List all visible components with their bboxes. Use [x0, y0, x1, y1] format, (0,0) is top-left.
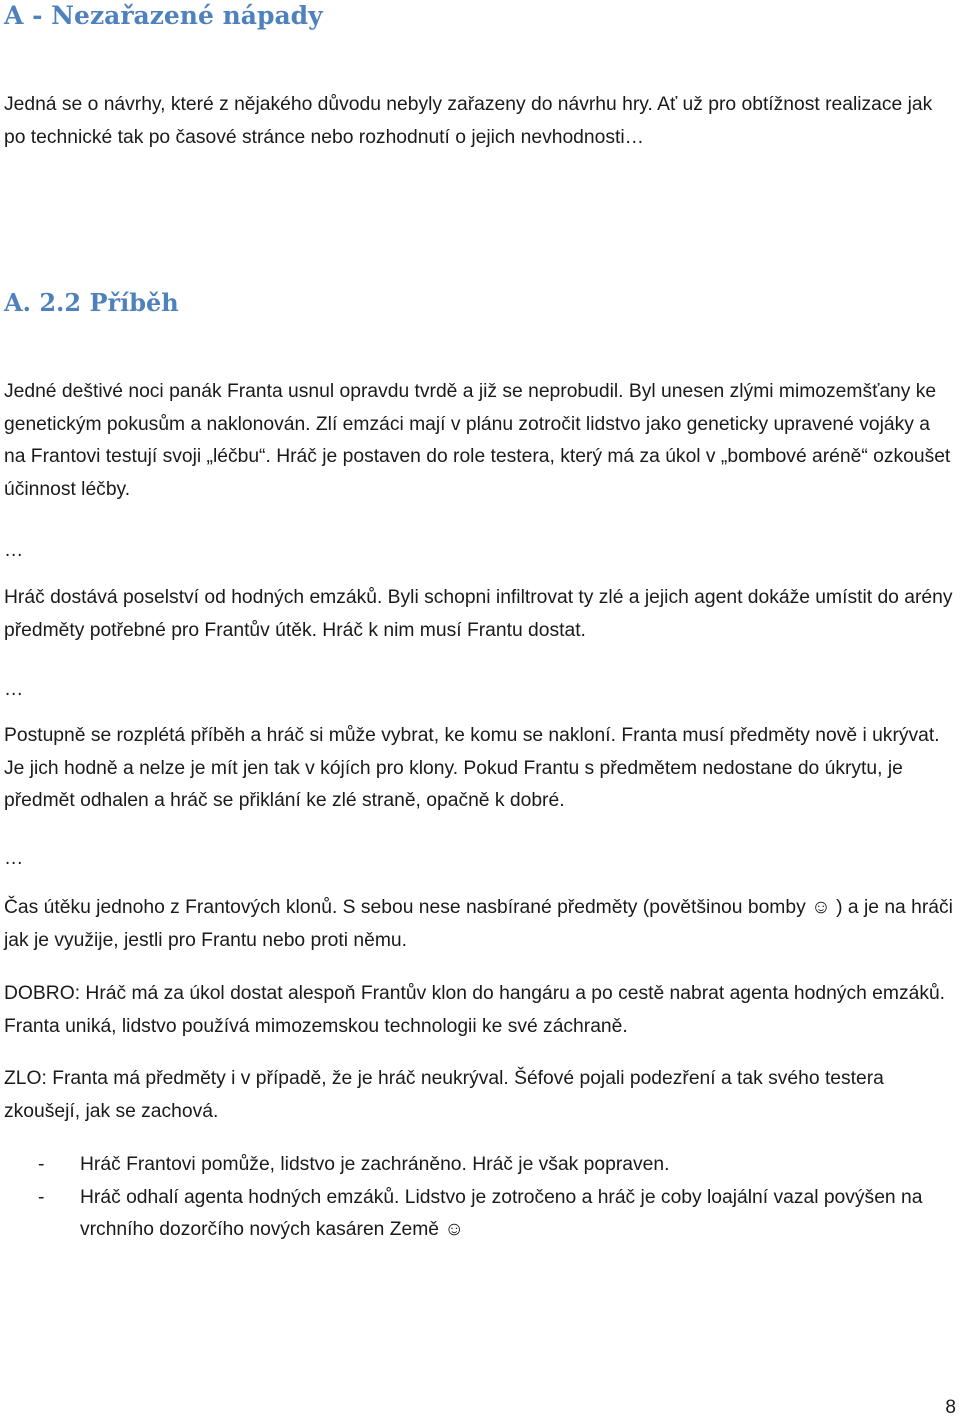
outcome-list [38, 1149, 938, 1247]
list-item [38, 1149, 938, 1182]
list-item-text: Hráč Frantovi pomůže, lidstvo je zachráněno. Hráč je však popraven. [80, 1154, 670, 1175]
dash-bullet: - [38, 1154, 45, 1175]
story-paragraph: Jedné deštivé noci panák Franta usnul opravdu tvrdě a již se neprobudil. Byl unesen zlými mimozemšťany ke genetickým pokusům a naklonován. Zlí emzáci mají v plánu zotročit lidstvo jako geneticky upravené vojáky a na Frantovi testují svoji „léčbu“. Hráč je postaven do role testera, který má za úkol v „bombové aréně“ ozkoušet účinnost léčby. [4, 381, 951, 500]
page-number: 8 [945, 1397, 956, 1418]
message-paragraph: Hráč dostává poselství od hodných emzáků. Byli schopni infiltrovat ty zlé a jejich agent dokáže umístit do arény předměty potřebné pro Frantův útěk. Hráč k nim musí Frantu dostat. [4, 587, 953, 641]
section-heading: A - Nezařazené nápady [4, 1, 323, 30]
subsection-heading: A. 2.2 Příběh [4, 288, 179, 317]
good-ending-paragraph: DOBRO: Hráč má za úkol dostat alespoň Frantův klon do hangáru a po cestě nabrat agenta hodných emzáků. Franta uniká, lidstvo používá mimozemskou technologii ke své záchraně. [4, 983, 946, 1037]
list-item-text: Hráč odhalí agenta hodných emzáků. Lidstvo je zotročeno a hráč je coby loajální vazal povýšen na vrchního dozorčího nových kasáren Země ☺ [80, 1186, 923, 1240]
ellipsis-separator: … [4, 540, 24, 561]
ellipsis-separator: … [4, 679, 24, 700]
unfold-paragraph: Postupně se rozplétá příběh a hráč si může vybrat, ke komu se nakloní. Franta musí předměty nově i ukrývat. Je jich hodně a nelze je mít jen tak v kójích pro klony. Pokud Frantu s předmětem nedostane do úkrytu, je předmět odhalen a hráč se přiklání ke zlé straně, opačně k dobré. [4, 725, 940, 811]
list-item [38, 1182, 938, 1247]
intro-paragraph: Jedná se o návrhy, které z nějakého důvodu nebyly zařazeny do návrhu hry. Ať už pro obtížnost realizace jak po technické tak po časové stránce nebo rozhodnutí o jejich nevhodnosti… [4, 94, 933, 148]
escape-paragraph: Čas útěku jednoho z Frantových klonů. S sebou nese nasbírané předměty (povětšinou bomby ☺ ) a je na hráči jak je využije, jestli pro Frantu nebo proti němu. [4, 897, 953, 951]
evil-ending-paragraph: ZLO: Franta má předměty i v případě, že je hráč neukrýval. Šéfové pojali podezření a tak svého testera zkoušejí, jak se zachová. [4, 1068, 884, 1122]
dash-bullet: - [38, 1186, 45, 1208]
ellipsis-separator: … [4, 848, 24, 869]
